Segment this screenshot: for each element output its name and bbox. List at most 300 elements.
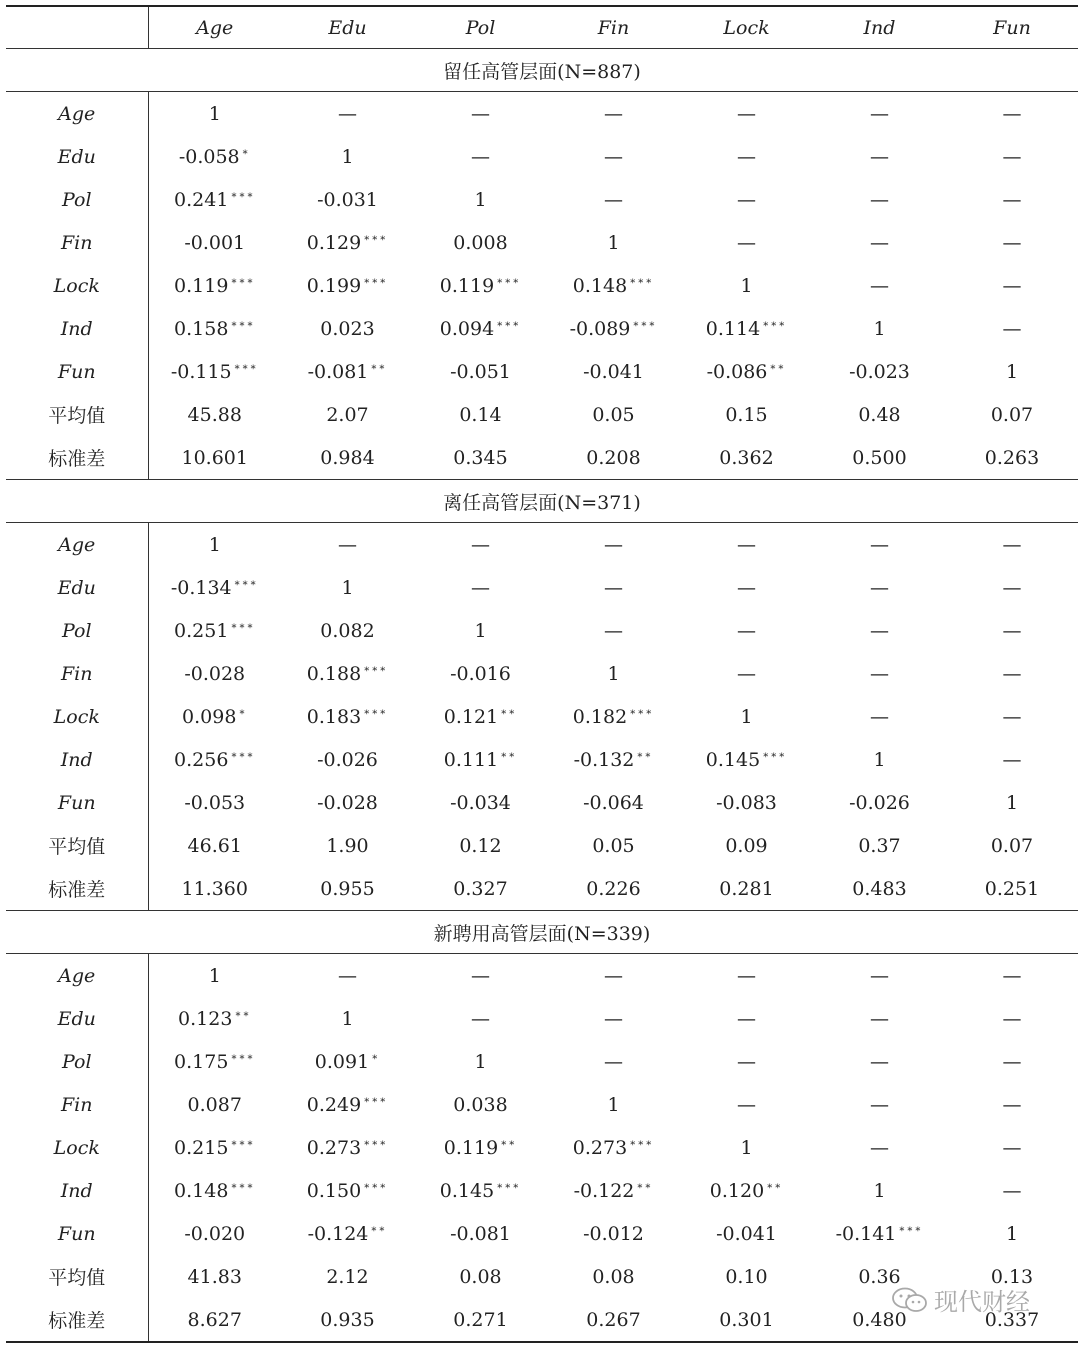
cell-value: 1 [607, 662, 620, 685]
cell-value: 0.273 [572, 1136, 628, 1159]
significance-stars: ** [371, 363, 388, 375]
cell-value: — [1002, 1007, 1022, 1030]
cell-value: 0.199 [306, 274, 362, 297]
table-cell [281, 1040, 414, 1083]
significance-stars: *** [364, 277, 389, 289]
table-cell [547, 652, 680, 695]
cell-value: -0.034 [450, 791, 511, 814]
table-cell [946, 695, 1078, 738]
section-title: 离任高管层面(N=371) [6, 480, 1078, 523]
cell-value: 0.129 [306, 231, 362, 254]
table-cell [281, 695, 414, 738]
section-title: 新聘用高管层面(N=339) [6, 911, 1078, 954]
cell-value: 1 [474, 1050, 487, 1073]
cell-value: — [1002, 188, 1022, 211]
cell-value: — [870, 662, 889, 685]
cell-value: — [1002, 274, 1022, 297]
cell-value: — [471, 533, 490, 556]
significance-stars: *** [234, 363, 259, 375]
table-row [6, 1212, 1078, 1255]
table-cell [813, 652, 946, 695]
cell-value: 0.120 [709, 1179, 765, 1202]
column-header: Age [148, 6, 281, 49]
table-cell [414, 1040, 547, 1083]
table-cell [680, 436, 813, 480]
table-cell [813, 1040, 946, 1083]
table-cell [547, 1083, 680, 1126]
table-cell [547, 436, 680, 480]
table-cell [680, 92, 813, 136]
table-cell [148, 652, 281, 695]
significance-stars: *** [231, 1139, 256, 1151]
table-cell [547, 609, 680, 652]
table-cell [148, 350, 281, 393]
significance-stars: *** [231, 320, 256, 332]
cell-value: — [1002, 145, 1022, 168]
cell-value: 10.601 [181, 446, 248, 469]
table-cell [547, 92, 680, 136]
table-row [6, 1083, 1078, 1126]
row-label: Edu [6, 135, 148, 178]
cell-value: — [471, 1007, 490, 1030]
significance-stars: ** [637, 751, 654, 763]
table-cell [414, 997, 547, 1040]
cell-value: 0.208 [586, 446, 641, 469]
table-cell [547, 350, 680, 393]
table-cell [813, 135, 946, 178]
cell-value: — [471, 145, 490, 168]
table-cell [547, 781, 680, 824]
cell-value: 0.087 [187, 1093, 242, 1116]
cell-value: -0.081 [450, 1222, 511, 1245]
cell-value: 1 [208, 533, 221, 556]
table-cell [946, 566, 1078, 609]
table-cell [148, 1040, 281, 1083]
cell-value: -0.031 [317, 188, 378, 211]
column-header: Edu [281, 6, 414, 49]
cell-value: 0.175 [174, 1050, 229, 1073]
table-cell [547, 264, 680, 307]
table-cell [680, 523, 813, 567]
table-cell [414, 1126, 547, 1169]
table-cell [946, 350, 1078, 393]
significance-stars: ** [767, 1182, 784, 1194]
significance-stars: *** [231, 1053, 256, 1065]
row-label: Ind [6, 1169, 148, 1212]
significance-stars: *** [364, 1182, 389, 1194]
table-cell [547, 523, 680, 567]
table-cell [414, 1298, 547, 1342]
cell-value: — [737, 1050, 756, 1073]
table-cell [547, 393, 680, 436]
cell-value: 0.05 [592, 834, 635, 857]
significance-stars: *** [763, 320, 788, 332]
cell-value: 0.082 [320, 619, 375, 642]
table-cell [281, 1298, 414, 1342]
significance-stars: *** [630, 277, 655, 289]
cell-value: 0.251 [984, 877, 1040, 900]
cell-value: -0.058 [178, 145, 240, 168]
wechat-icon [890, 1286, 930, 1314]
cell-value: — [1002, 1136, 1022, 1159]
table-row [6, 178, 1078, 221]
table-cell [148, 824, 281, 867]
significance-stars: *** [231, 277, 256, 289]
significance-stars: ** [371, 1225, 388, 1237]
table-cell [547, 221, 680, 264]
cell-value: — [870, 188, 889, 211]
cell-value: — [1002, 619, 1022, 642]
cell-value: — [604, 576, 623, 599]
cell-value: 0.09 [725, 834, 768, 857]
table-cell [813, 609, 946, 652]
cell-value: 0.008 [453, 231, 508, 254]
cell-value: 0.226 [586, 877, 641, 900]
table-cell [148, 92, 281, 136]
cell-value: 0.10 [725, 1265, 768, 1288]
table-row [6, 954, 1078, 998]
column-header: Fun [946, 6, 1078, 49]
table-row [6, 609, 1078, 652]
cell-value: -0.051 [450, 360, 511, 383]
cell-value: -0.026 [849, 791, 910, 814]
table-cell [680, 954, 813, 998]
table-cell [148, 393, 281, 436]
table-cell [547, 1298, 680, 1342]
table-cell [148, 781, 281, 824]
table-row [6, 781, 1078, 824]
cell-value: — [338, 964, 357, 987]
table-cell [414, 523, 547, 567]
table-cell [148, 1126, 281, 1169]
table-row [6, 92, 1078, 136]
table-cell [946, 1212, 1078, 1255]
table-cell [281, 221, 414, 264]
cell-value: 0.955 [320, 877, 375, 900]
cell-value: — [870, 619, 889, 642]
cell-value: — [870, 1136, 889, 1159]
cell-value: — [471, 964, 490, 987]
table-cell [680, 1040, 813, 1083]
table-cell [813, 350, 946, 393]
table-cell [813, 824, 946, 867]
cell-value: — [604, 1050, 623, 1073]
cell-value: 0.121 [443, 705, 499, 728]
table-cell [946, 264, 1078, 307]
significance-stars: * [372, 1053, 381, 1065]
cell-value: 2.12 [326, 1265, 369, 1288]
significance-stars: *** [633, 320, 658, 332]
cell-value: -0.026 [317, 748, 378, 771]
table-cell [946, 393, 1078, 436]
table-cell [281, 92, 414, 136]
table-cell [414, 867, 547, 911]
table-cell [414, 824, 547, 867]
table-cell [547, 997, 680, 1040]
cell-value: — [737, 145, 756, 168]
row-label: 平均值 [6, 824, 148, 867]
cell-value: — [737, 102, 756, 125]
table-cell [680, 824, 813, 867]
table-row [6, 436, 1078, 480]
cell-value: 0.273 [306, 1136, 362, 1159]
row-label: Age [6, 92, 148, 136]
row-label: Lock [6, 1126, 148, 1169]
significance-stars: *** [234, 579, 259, 591]
table-row [6, 307, 1078, 350]
table-cell [813, 1083, 946, 1126]
cell-value: 1 [607, 1093, 620, 1116]
cell-value: -0.028 [184, 662, 246, 685]
cell-value: 0.500 [852, 446, 907, 469]
table-cell [946, 1169, 1078, 1212]
table-cell [813, 1212, 946, 1255]
cell-value: -0.016 [450, 662, 511, 685]
table-row [6, 1169, 1078, 1212]
row-label: Lock [6, 264, 148, 307]
significance-stars: ** [501, 708, 518, 720]
table-cell [281, 523, 414, 567]
cell-value: 0.480 [852, 1308, 907, 1331]
table-cell [414, 264, 547, 307]
table-cell [946, 652, 1078, 695]
significance-stars: *** [364, 665, 389, 677]
cell-value: 0.07 [990, 403, 1034, 426]
table-cell [680, 307, 813, 350]
cell-value: 0.091 [314, 1050, 370, 1073]
cell-value: — [737, 619, 756, 642]
table-cell [813, 781, 946, 824]
cell-value: 0.123 [178, 1007, 233, 1030]
table-cell [946, 954, 1078, 998]
cell-value: — [1002, 1093, 1022, 1116]
row-label: Fun [6, 781, 148, 824]
table-cell [680, 738, 813, 781]
table-cell [281, 1212, 414, 1255]
row-label: 平均值 [6, 393, 148, 436]
cell-value: 1 [208, 102, 221, 125]
significance-stars: *** [497, 1182, 522, 1194]
table-cell [946, 221, 1078, 264]
cell-value: — [1002, 1179, 1022, 1202]
cell-value: — [737, 1093, 756, 1116]
cell-value: -0.041 [716, 1222, 777, 1245]
cell-value: -0.020 [184, 1222, 246, 1245]
section-header-row [6, 911, 1078, 954]
table-cell [281, 1255, 414, 1298]
cell-value: 0.215 [174, 1136, 229, 1159]
row-label: Ind [6, 307, 148, 350]
table-cell [414, 178, 547, 221]
table-cell [813, 523, 946, 567]
row-label: 标准差 [6, 1298, 148, 1342]
table-cell [547, 824, 680, 867]
cell-value: 0.935 [320, 1308, 375, 1331]
table-row [6, 221, 1078, 264]
table-cell [813, 92, 946, 136]
cell-value: -0.081 [307, 360, 369, 383]
table-cell [813, 264, 946, 307]
table-cell [281, 1083, 414, 1126]
table-cell [547, 1040, 680, 1083]
cell-value: 0.362 [719, 446, 774, 469]
table-cell [813, 566, 946, 609]
table-cell [946, 1083, 1078, 1126]
significance-stars: *** [630, 708, 655, 720]
table-cell [680, 393, 813, 436]
table-cell [148, 1255, 281, 1298]
row-label: Ind [6, 738, 148, 781]
watermark [890, 1282, 1030, 1317]
table-cell [148, 609, 281, 652]
table-cell [281, 954, 414, 998]
table-cell [547, 178, 680, 221]
correlation-table [6, 5, 1078, 1343]
table-cell [281, 436, 414, 480]
table-cell [946, 997, 1078, 1040]
table-cell [148, 954, 281, 998]
watermark-text: 现代财经 [934, 1288, 1030, 1316]
cell-value: 0.158 [174, 317, 229, 340]
significance-stars: *** [763, 751, 788, 763]
table-row [6, 695, 1078, 738]
significance-stars: *** [231, 1182, 256, 1194]
cell-value: -0.028 [317, 791, 378, 814]
cell-value: — [1002, 748, 1022, 771]
table-row [6, 997, 1078, 1040]
table-cell [414, 1169, 547, 1212]
table-cell [148, 1212, 281, 1255]
cell-value: — [870, 1007, 889, 1030]
cell-value: 0.345 [453, 446, 508, 469]
table-cell [680, 178, 813, 221]
table-cell [946, 609, 1078, 652]
cell-value: — [870, 1093, 889, 1116]
significance-stars: *** [899, 1225, 924, 1237]
table-cell [148, 997, 281, 1040]
cell-value: 11.360 [181, 877, 248, 900]
table-cell [946, 307, 1078, 350]
table-cell [680, 1255, 813, 1298]
cell-value: 0.241 [174, 188, 229, 211]
row-label: 标准差 [6, 867, 148, 911]
table-row [6, 824, 1078, 867]
cell-value: 0.183 [306, 705, 362, 728]
cell-value: — [1002, 231, 1022, 254]
table-cell [281, 566, 414, 609]
cell-value: 0.038 [453, 1093, 508, 1116]
table-cell [148, 436, 281, 480]
table-cell [281, 307, 414, 350]
cell-value: 0.119 [174, 274, 229, 297]
significance-stars: * [242, 148, 251, 160]
cell-value: — [870, 964, 889, 987]
table-cell [680, 135, 813, 178]
cell-value: 1 [740, 1136, 753, 1159]
cell-value: -0.115 [170, 360, 232, 383]
row-label: Fin [6, 221, 148, 264]
table-cell [946, 781, 1078, 824]
cell-value: -0.134 [170, 576, 232, 599]
table-cell [680, 1083, 813, 1126]
cell-value: — [737, 533, 756, 556]
table-cell [414, 738, 547, 781]
cell-value: 0.148 [572, 274, 628, 297]
cell-value: 1 [1005, 791, 1019, 814]
header-row [6, 6, 1078, 49]
cell-value: 2.07 [326, 403, 369, 426]
cell-value: 1 [474, 619, 487, 642]
table-cell [148, 695, 281, 738]
cell-value: 0.263 [984, 446, 1040, 469]
cell-value: — [1002, 576, 1022, 599]
cell-value: 1.90 [326, 834, 369, 857]
table-cell [281, 1126, 414, 1169]
table-cell [414, 135, 547, 178]
cell-value: -0.053 [184, 791, 246, 814]
table-cell [946, 436, 1078, 480]
cell-value: 1 [873, 317, 886, 340]
cell-value: — [604, 964, 623, 987]
cell-value: 0.094 [439, 317, 495, 340]
table-cell [813, 867, 946, 911]
cell-value: 1 [341, 145, 354, 168]
significance-stars: *** [364, 1096, 389, 1108]
table-row [6, 1040, 1078, 1083]
cell-value: — [870, 102, 889, 125]
table-cell [547, 1126, 680, 1169]
table-cell [547, 738, 680, 781]
cell-value: 46.61 [187, 834, 242, 857]
cell-value: — [870, 576, 889, 599]
table-cell [148, 738, 281, 781]
cell-value: 0.07 [990, 834, 1034, 857]
table-cell [281, 178, 414, 221]
cell-value: 1 [607, 231, 620, 254]
cell-value: — [471, 576, 490, 599]
cell-value: 0.984 [320, 446, 375, 469]
cell-value: — [338, 533, 357, 556]
cell-value: — [1002, 705, 1022, 728]
table-cell [680, 1169, 813, 1212]
cell-value: — [1002, 662, 1022, 685]
table-cell [148, 523, 281, 567]
cell-value: 0.15 [725, 403, 768, 426]
column-header: Fin [547, 6, 680, 49]
table-cell [680, 1298, 813, 1342]
table-cell [547, 135, 680, 178]
cell-value: 0.301 [719, 1308, 774, 1331]
cell-value: 0.281 [719, 877, 774, 900]
cell-value: — [870, 533, 889, 556]
table-row [6, 738, 1078, 781]
table-row [6, 393, 1078, 436]
cell-value: 0.150 [306, 1179, 362, 1202]
significance-stars: ** [770, 363, 787, 375]
column-header: Pol [414, 6, 547, 49]
cell-value: — [604, 145, 623, 168]
cell-value: 0.145 [705, 748, 761, 771]
row-label: 平均值 [6, 1255, 148, 1298]
table-cell [680, 264, 813, 307]
cell-value: -0.132 [573, 748, 635, 771]
cell-value: 0.023 [320, 317, 375, 340]
significance-stars: *** [630, 1139, 655, 1151]
cell-value: 0.267 [586, 1308, 641, 1331]
cell-value: 41.83 [187, 1265, 242, 1288]
table-cell [148, 307, 281, 350]
cell-value: — [870, 231, 889, 254]
